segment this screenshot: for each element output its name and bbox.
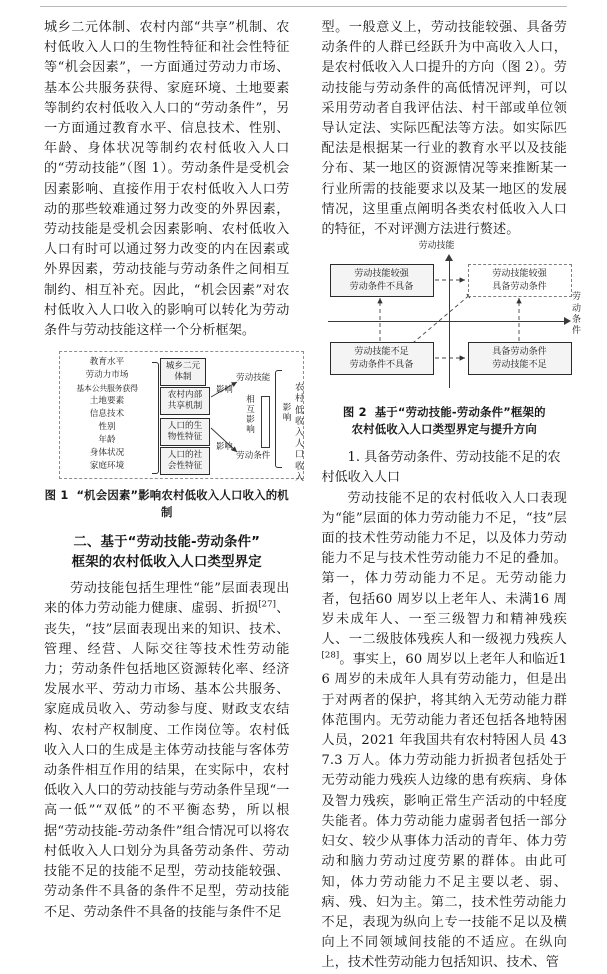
figure-2-quadrant-2	[330, 264, 434, 297]
figure-1-caption-number: 图 1	[45, 488, 69, 502]
figure-2-quadrant-4-line-2: 劳动技能不足	[471, 359, 569, 372]
figure-2-quadrant-1	[468, 264, 572, 297]
figure-1-outcome-label: 农村低收入人口收入	[294, 383, 305, 484]
figure-2-quadrant-4	[468, 342, 572, 375]
figure-1-node-skill: 劳动技能	[236, 374, 278, 384]
figure-1-box-social: 人口的社会性特征	[160, 447, 210, 475]
figure-2-y-axis-label: 劳动技能	[419, 238, 455, 251]
two-column-layout	[0, 18, 607, 836]
figure-2-caption-text-1: 基于“劳动技能-劳动条件”框架的	[375, 405, 546, 419]
right-paragraph-1: 型。一般意义上，劳动技能较强、具备劳动条件的人群已经跃升为中高收入人口，是农村低收入人口提升的方向（图 2）。劳动技能与劳动条件的高低情况评判，可以采用劳动者自我评估法、村干部或单位领导认定法、实际匹配法等方法。如实际匹配法是根据某一行业的教育水平以及技能分布、某一地区的资源情况等来推断某一行业所需的技能要求以及某一地区的发展情况，这里重点阐明各类农村低收入人口的特征，不对评测方法进行赘述。	[322, 18, 568, 240]
figure-2-caption-line-1	[322, 404, 568, 421]
right-paragraph-2-part-a: 劳动技能不足的农村低收入人口表现为“能”层面的体力劳动能力不足，“技”层面的技术性劳动能力不足，以及体力劳动能力不足与技术性劳动能力不足的叠加。第一，体力劳动能力不足。无劳动能力者，包括60 周岁以上老年人、未满16 周岁未成年人、一至三级智力和精神残疾人、一二级肢体残疾人和一级视力残疾人	[322, 491, 568, 647]
figure-2-quadrant-3-line-2: 劳动条件不具备	[333, 359, 431, 372]
figure-2-quadrant-2-line-2: 劳动条件不具备	[333, 281, 431, 294]
figure-2-caption-line-2: 农村低收入人口类型界定与提升方向	[322, 421, 568, 438]
figure-2-quadrant-1-line-1: 劳动技能较强	[471, 268, 569, 281]
figure-1-edge-label-bottom: 影响	[216, 441, 233, 451]
factor-item: 家庭环境	[64, 460, 150, 473]
figure-2-quadrant-2-line-1: 劳动技能较强	[333, 268, 431, 281]
section-heading-line-2: 框架的农村低收入人口类型界定	[44, 553, 290, 573]
factor-item: 性别	[64, 421, 150, 434]
right-paragraph-2	[322, 489, 568, 974]
left-paragraph-2	[44, 579, 290, 922]
figure-2-quadrant-1-line-2: 具备劳动条件	[471, 281, 569, 294]
section-heading-line-1: 二、基于“劳动技能-劳动条件”	[44, 533, 290, 553]
figure-2-quadrant-3-line-1: 劳动技能不足	[333, 346, 431, 359]
footnote-marker-28: [28]	[322, 651, 340, 661]
figure-2-quadrant-3	[330, 342, 434, 375]
figure-1-caption	[44, 487, 290, 521]
figure-2-quadrant-4-line-1: 具备劳动条件	[471, 346, 569, 359]
figure-1-box-biological: 人口的生物性特征	[160, 418, 210, 446]
figure-1-caption-text: “机会因素”影响农村低收入人口收入的机制	[76, 488, 288, 519]
section-heading	[44, 533, 290, 573]
right-subheading-1: 1. 具备劳动条件、劳动技能不足的农村低收入人口	[322, 448, 568, 488]
figure-2	[322, 248, 584, 398]
page-top-rule	[40, 6, 567, 7]
left-column	[0, 18, 304, 836]
footnote-marker-27: [27]	[258, 600, 276, 610]
figure-2-caption	[322, 404, 568, 438]
factor-item: 信息技术	[64, 408, 150, 421]
factor-item: 劳动力市场	[64, 369, 150, 382]
factor-item: 基本公共服务获得	[64, 382, 150, 395]
figure-1-outer-effect-label: 影响	[282, 404, 292, 424]
factor-item: 身体状况	[64, 447, 150, 460]
left-paragraph-2-part-b: 、丧失，“技”层面表现出来的知识、技术、管理、经营、人际交往等技术性劳动能力；劳动条件包括地区资源转化率、经济发展水平、劳动力市场、基本公共服务、家庭成员收入、劳动参与度、财政支农结构、农村产权制度、工作岗位等。农村低收入人口的生成是主体劳动技能与客体劳动条件相互作用的结果，在实际中，农村低收入人口的劳动技能与劳动条件呈现“一高一低”“双低”的不平衡态势，所以根据“劳动技能-劳动条件”组合情况可以将农村低收入人口划分为具备劳动条件、劳动技能不足的技能不足型，劳动技能较强、劳动条件不具备的条件不足型，劳动技能不足、劳动条件不具备的技能与条件不足	[44, 601, 290, 919]
figure-1-node-condition: 劳动条件	[236, 452, 278, 462]
factor-item: 年龄	[64, 434, 150, 447]
left-paragraph-1: 城乡二元体制、农村内部“共享”机制、农村低收入人口的生物性特征和社会性特征等“机会因素”，一方面通过劳动力市场、基本公共服务获得、家庭环境、土地要素等制约农村低收入人口的“劳动条件”，另一方面通过教育水平、信息技术、性别、年龄、身体状况等制约农村低收入人口的“劳动技能”（图 1）。劳动条件是受机会因素影响、直接作用于农村低收入人口劳动的那些较难通过努力改变的外界因素，劳动技能是受机会因素影响、农村低收入人口有时可以通过努力改变的内在因素或外界因素，劳动技能与劳动条件之间相互制约、相互补充。因此，“机会因素”对农村低收入人口收入的影响可以转化为劳动条件与劳动技能这样一个分析框架。	[44, 18, 290, 341]
figure-1-box-sharing: 农村内部共享机制	[160, 387, 210, 415]
figure-2-caption-number: 图 2	[343, 405, 367, 419]
figure-2-x-axis-label: 劳动条件	[572, 292, 582, 338]
figure-1-edge-label-top: 影响	[216, 384, 233, 394]
figure-1-box-urban-rural: 城乡二元体制	[160, 358, 206, 386]
factor-item: 教育水平	[64, 356, 150, 369]
left-paragraph-2-part-a: 劳动技能包括生理性“能”层面表现出来的体力劳动能力健康、虚弱、折损	[44, 581, 290, 616]
right-paragraph-2-part-b: 。事实上，60 周岁以上老年人和临近16 周岁的未成年人具有劳动能力，但是出于对两者的保护，将其纳入无劳动能力群体范围内。无劳动能力者还包括各地特困人员，2021 年我国共有农村特困人员 437.3 万人。体力劳动能力折损者包括处于无劳动能力残疾人边缘的患有疾病、身体及智力残疾，影响正常生产活动的中轻度失能者。体力劳动能力虚弱者包括一部分妇女、较少从事体力活动的青年、体力劳动和脑力劳动过度劳累的群体。由此可知，体力劳动能力不足主要以老、弱、病、残、妇为主。第二，技术性劳动能力不足，表现为纵向上专一技能不足以及横向上不同领域间技能的不适应。在纵向上，技术性劳动能力包括知识、技术、管	[322, 652, 568, 970]
right-column	[304, 18, 607, 836]
figure-1-mutual-label: 相互影响	[246, 396, 255, 435]
figure-1	[44, 351, 319, 481]
factor-item: 土地要素	[64, 395, 150, 408]
